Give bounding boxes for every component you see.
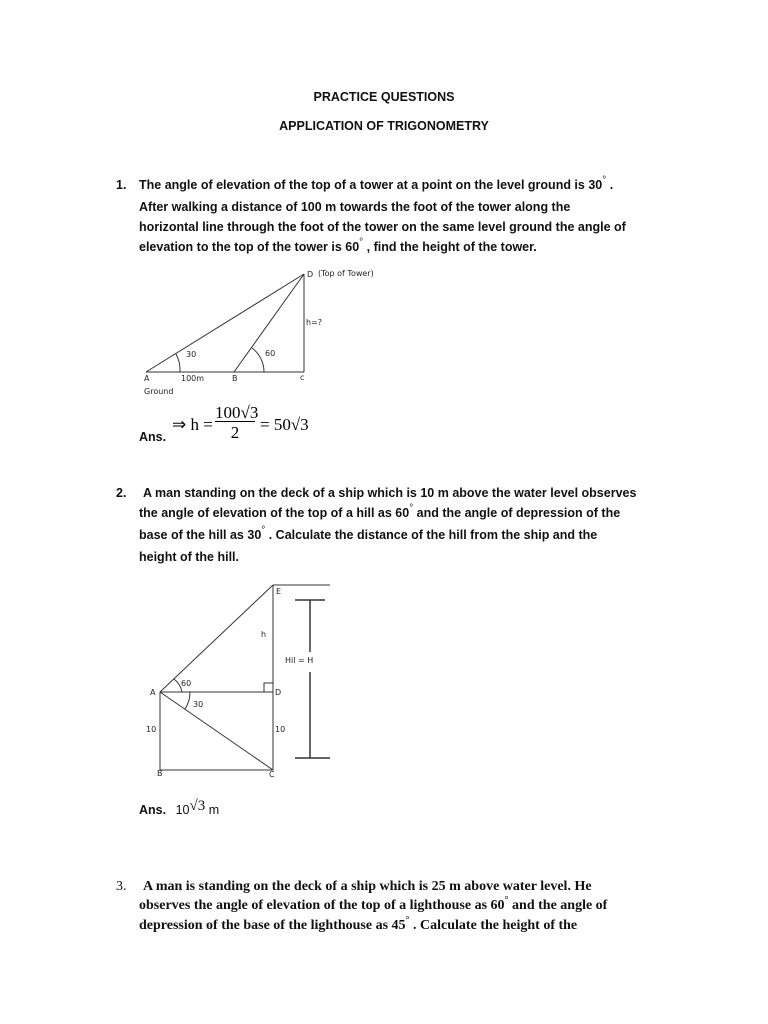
label-h: h <box>261 630 267 639</box>
label-c: c <box>300 373 305 382</box>
page-subtitle: APPLICATION OF TRIGONOMETRY <box>279 119 489 133</box>
question-number: 1. <box>116 178 127 192</box>
depression-line <box>160 692 273 770</box>
hill-diagram <box>138 580 338 780</box>
formula-denominator: 2 <box>230 423 240 442</box>
question-text: A man is standing on the deck of a ship which is 25 m above water level. He observes the angle of elevation of the top of a lighthouse as 60° and the angle of depression of the base of the lighthouse as 45° . Calculate the height of the <box>139 879 608 933</box>
label-10-left: 10 <box>146 725 157 734</box>
elevation-line <box>160 585 273 692</box>
question-text: A man standing on the deck of a ship which is 10 m above the water level observes the angle of elevation of the top of a hill as 60° and the angle of depression of the base of the hill as 30° . Calculate the distance of the hill from the ship and the height of the hill. <box>139 486 637 564</box>
angle-arc-30 <box>185 692 190 709</box>
right-angle-mark <box>264 683 273 692</box>
line-of-sight-a <box>146 274 304 372</box>
label-d: D <box>307 270 314 279</box>
label-ground: Ground <box>144 387 174 396</box>
angle-arc-60 <box>252 348 264 372</box>
label-height: h=? <box>306 318 323 327</box>
question-text: The angle of elevation of the top of a tower at a point on the level ground is 30° . After walking a distance of 100 m towards the foot of the tower along the horizontal line through the foot of the tower on the same level ground the angle of elevation to the top of the tower is 60° , find the height of the tower. <box>139 175 626 254</box>
label-e: E <box>276 587 282 596</box>
label-100m: 100m <box>181 374 205 383</box>
label-a: A <box>150 688 156 697</box>
angle-arc-30 <box>176 354 180 372</box>
tower-diagram <box>138 262 398 402</box>
label-b: B <box>232 374 238 383</box>
formula-numerator: 100√3 <box>215 403 259 422</box>
label-b: B <box>157 769 163 778</box>
answer-2-value: 10 <box>175 803 190 817</box>
answer-1-formula <box>172 404 332 444</box>
answer-2-label: Ans. <box>139 803 167 817</box>
label-d: D <box>275 688 282 697</box>
label-a: A <box>144 374 150 383</box>
answer-2 <box>139 798 220 819</box>
label-c: C <box>269 770 275 779</box>
label-30: 30 <box>193 700 204 709</box>
formula-rhs: = 50√3 <box>260 415 309 434</box>
label-60: 60 <box>181 679 192 688</box>
answer-1-label: Ans. <box>139 430 167 444</box>
answer-2-unit: m <box>205 803 220 817</box>
label-10-right: 10 <box>275 725 286 734</box>
label-30: 30 <box>186 350 197 359</box>
formula-lhs: ⇒ h = <box>172 415 213 434</box>
label-60: 60 <box>265 349 276 358</box>
question-number: 3. <box>116 879 127 894</box>
question-number: 2. <box>116 486 127 500</box>
answer-2-root: √3 <box>189 798 206 814</box>
label-top-of-tower: (Top of Tower) <box>318 269 374 278</box>
page-title: PRACTICE QUESTIONS <box>313 90 455 104</box>
label-hill: Hil = H <box>285 656 314 665</box>
